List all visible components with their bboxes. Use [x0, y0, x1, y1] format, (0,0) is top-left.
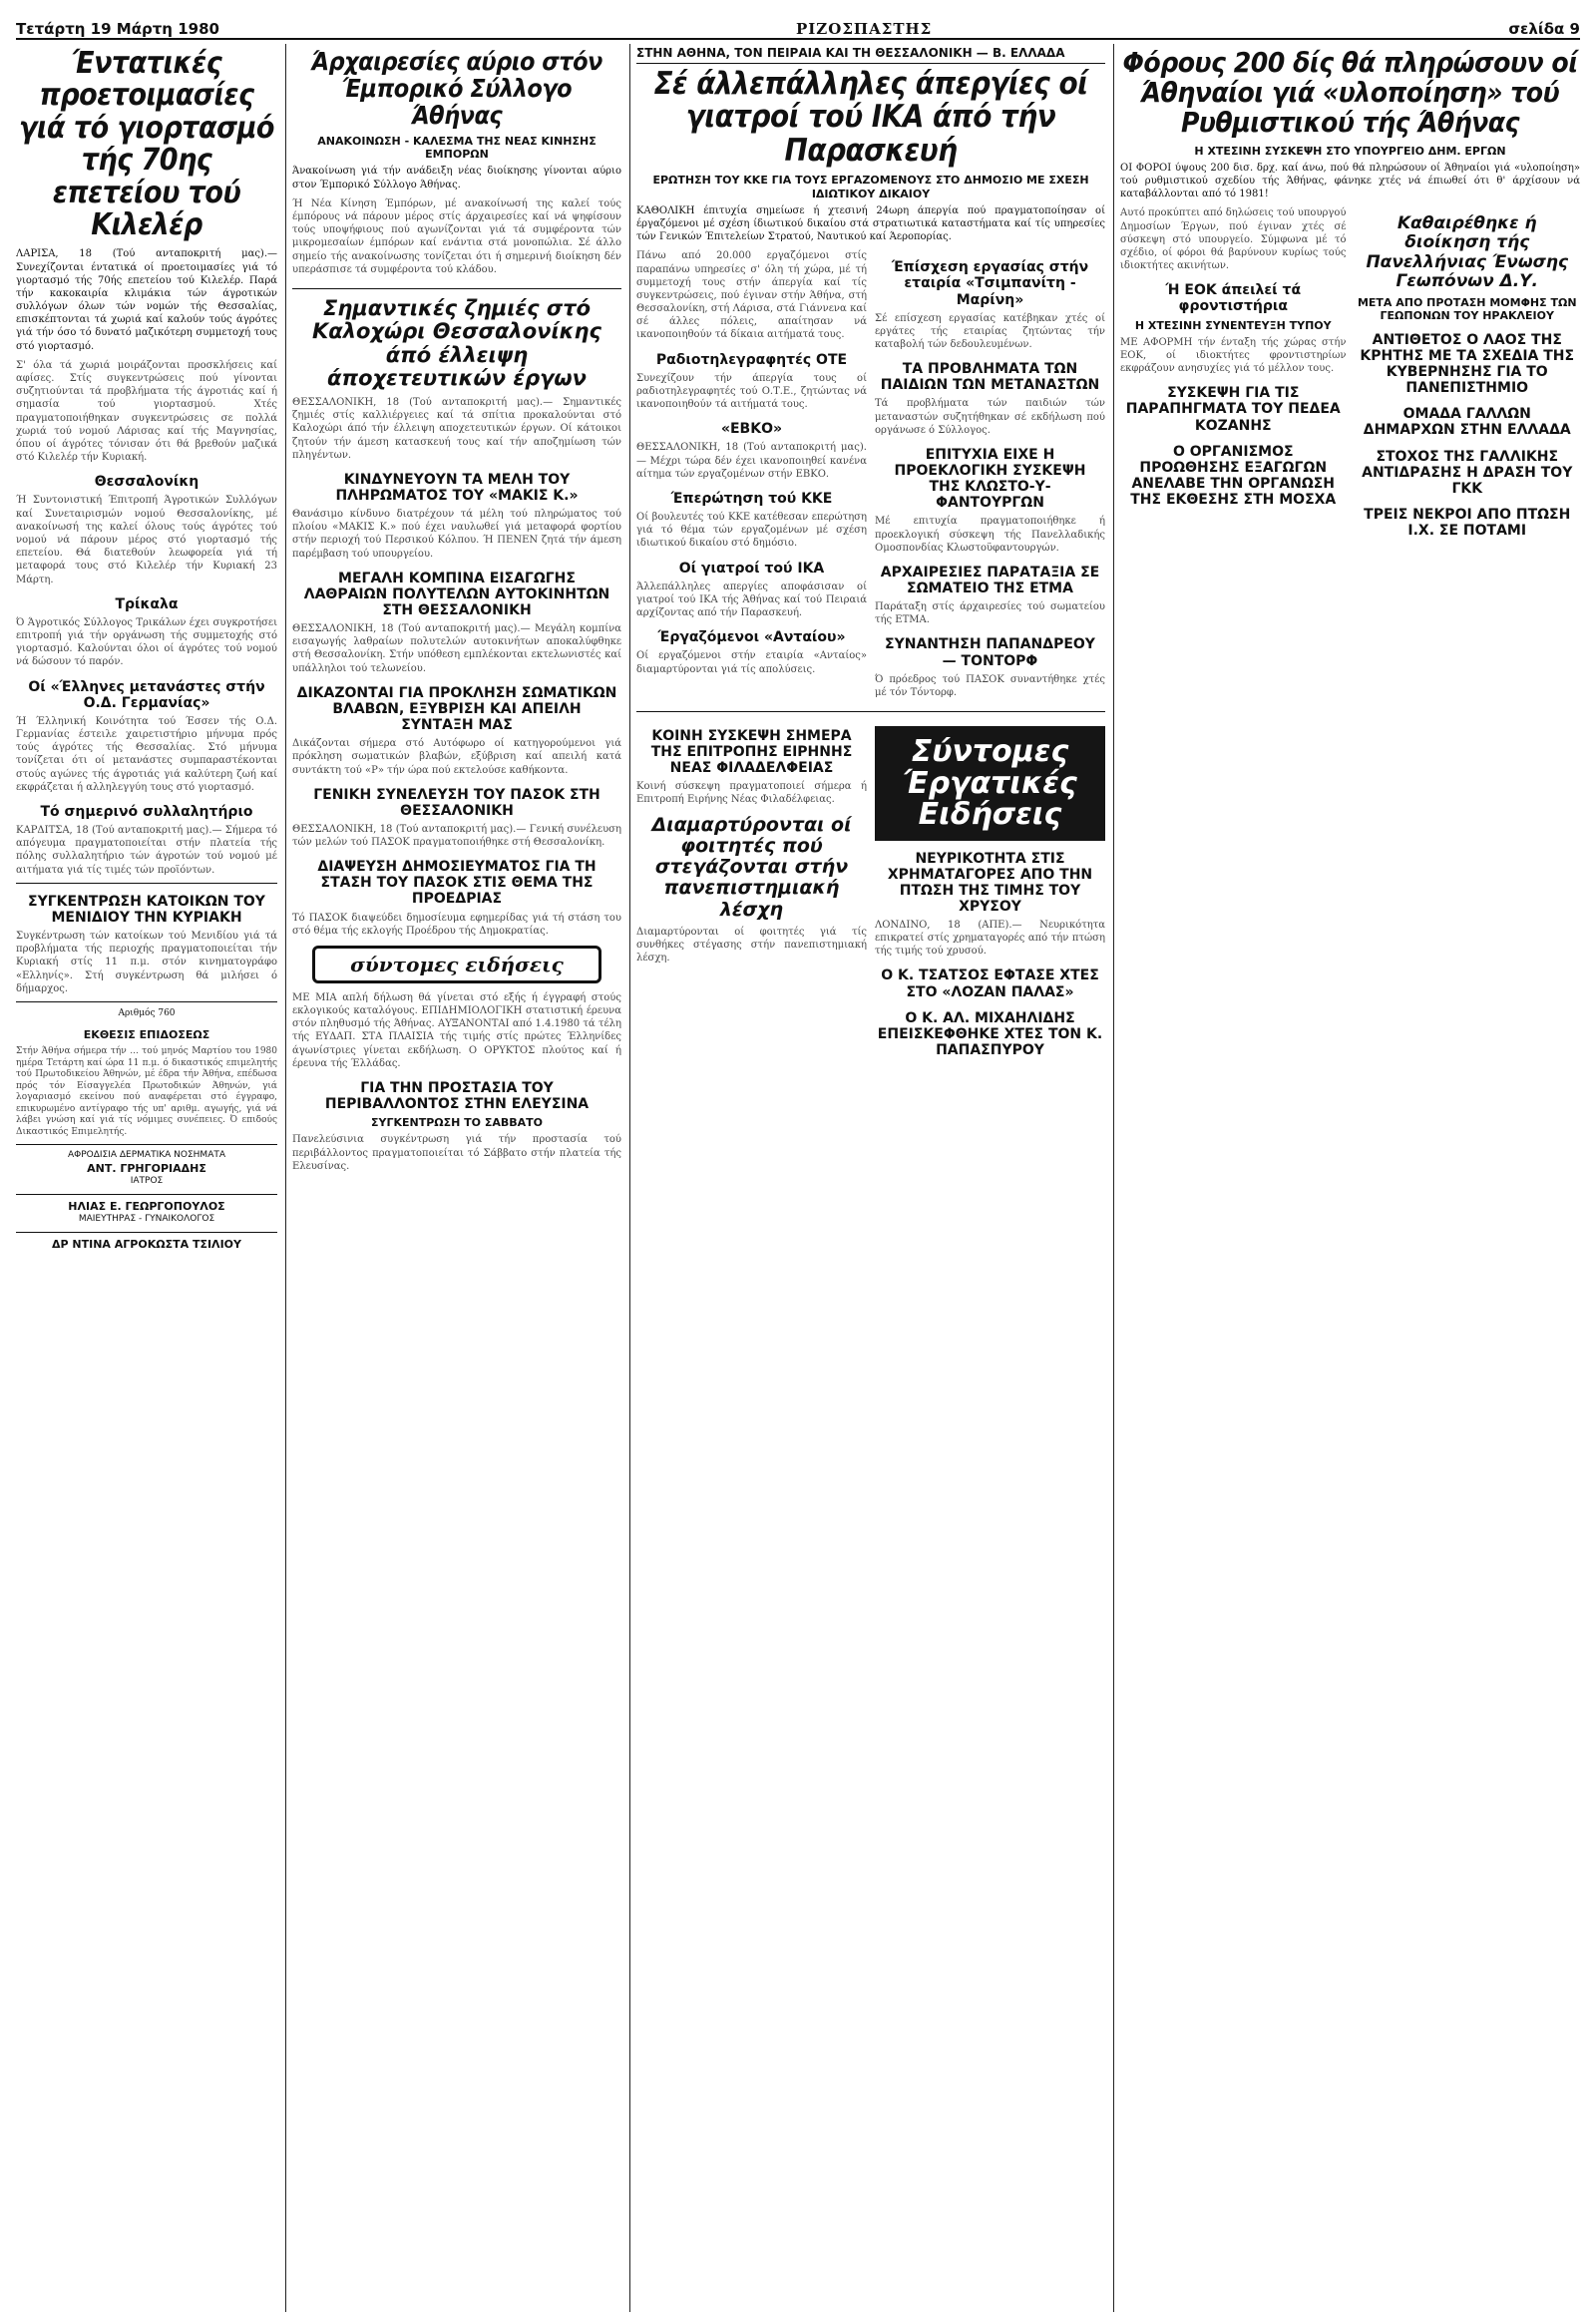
subheadline-geoponoi: ΜΕΤΑ ΑΠΟ ΠΡΟΤΑΣΗ ΜΟΜΦΗΣ ΤΩΝ ΓΕΩΠΟΝΩΝ ΤΟΥ ΗΡΑΚΛΕΙΟΥ [1357, 295, 1577, 322]
ad-title: ΑΦΡΟΔΙΣΙΑ ΔΕΡΜΑΤΙΚΑ ΝΟΣΗΜΑΤΑ [67, 1150, 226, 1161]
article-body: Ή Νέα Κίνηση Έμπόρων, μέ ανακοίνωσή της καλεί τούς έμπόρους νά πάρουν μέρος στίς άρχαιρεσίες καί νά ψηφίσουν τούς υποψήφιους πού αγωνίζονται γιά τά συμφέροντα τών μικρομεσαίων έμπόρων καί ενάντια στά μονοπώλια. Σέ άλλο σημείο τής ανακοίνωσης τονίζεται ότι ή σημερινή διοίκηση δέν υπεράσπισε τά συμφέροντα τού κλάδου. [292, 197, 621, 275]
headline-peace-committee: ΚΟΙΝΗ ΣΥΣΚΕΨΗ ΣΗΜΕΡΑ ΤΗΣ ΕΠΙΤΡΟΠΗΣ ΕΙΡΗΝΗΣ ΝΕΑΣ ΦΙΛΑΔΕΛΦΕΙΑΣ [650, 728, 853, 777]
headline-elections: Άρχαιρεσίες αύριο στόν Έμπορικό Σύλλογο Άθήνας [311, 47, 602, 130]
headline-vocational: ΕΠΙΤΥΧΙΑ ΕΙΧΕ Η ΠΡΟΕΚΛΟΓΙΚΗ ΣΥΣΚΕΨΗ ΤΗΣ ΚΛΩΣΤΟ-Υ-ΦΑΝΤΟΥΡΓΩΝ [894, 446, 1086, 512]
subheadline-elefsina: ΣΥΓΚΕΝΤΡΩΣΗ ΤΟ ΣΑΒΒΑΤΟ [370, 1116, 544, 1130]
ad-name: ΔΡ ΝΤΙΝΑ ΑΓΡΟΚΩΣΤΑ ΤΣΙΛΙΟΥ [52, 1237, 241, 1251]
ad-subtitle: ΜΑΙΕΥΤΗΡΑΣ - ΓΥΝΑΙΚΟΛΟΓΟΣ [78, 1214, 215, 1225]
subheadline-ika: ΕΡΩΤΗΣΗ ΤΟΥ ΚΚΕ ΓΙΑ ΤΟΥΣ ΕΡΓΑΖΟΜΕΝΟΥΣ ΣΤΟ ΔΗΜΟΣΙΟ ΜΕ ΣΧΕΣΗ ΙΔΙΩΤΙΚΟΥ ΔΙΚΑΙΟΥ [652, 174, 1089, 200]
page-number: σελίδα 9 [1508, 20, 1580, 38]
headline-kozani: ΣΥΣΚΕΨΗ ΓΙΑ ΤΙΣ ΠΑΡΑΠΗΓΜΑΤΑ ΤΟΥ ΠΕΔΕΑ ΚΟΖΑΝΗΣ [1125, 385, 1341, 434]
article-body: ΜΕ ΜΙΑ απλή δήλωση θά γίνεται στό εξής ή έγγραφή στούς εκλογικούς καταλόγους. ΕΠΙΔΗΜΙΟΛΟΓΙΚΗ στατιστική έρευνα στόν πληθυσμό τής Άθήνας. ΑΥΞΑΝΟΝΤΑΙ από 1.4.1980 τά τέλη τής ΕΥΔΑΠ. ΣΤΑ ΠΛΑΙΣΙΑ τής τιμής στίς πρώτες Έλληνίδες άγωνίστριες γίνεται εκδήλωση. Ο ΟΡΥΚΤΟΣ πλούτος καί ή έρευνα τής Έλλάδας. [292, 991, 621, 1069]
subhead-ote: Ραδιοτηλεγραφητές ΟΤΕ [655, 351, 848, 368]
headline-etma: ΑΡΧΑΙΡΕΣΙΕΣ ΠΑΡΑΤΑΞΙΑ ΣΕ ΣΩΜΑΤΕΙΟ ΤΗΣ ΕΤΜΑ [880, 564, 1100, 596]
article-body: ΚΑΡΔΙΤΣΑ, 18 (Τού ανταποκριτή μας).— Σήμερα τό απόγευμα πραγματοποιείται στήν πλατεία τής πόλης συλλαλητήριο τών άγροτών τού νομού μέ αιτήματα γιά τίς τιμές τών προϊόντων. [16, 825, 277, 876]
article-lead: Άνακοίνωση γιά τήν ανάδειξη νέας διοίκησης γίνονται αύριο στον Έμπορικό Σύλλογο Άθήνας. [292, 166, 621, 191]
article-body: Ή Συντονιστική Έπιτροπή Άγροτικών Συλλόγων καί Συνεταιρισμών νομού Θεσσαλονίκης, μέ ανακοίνωσή της καλεί όλους τούς άγρότες τού νομού νά πάρουν μέρος στό γιορτασμό τής επετείου. Θά διατεθούν λεωφορεία γιά τή μεταφορά τους στό Κιλελέρ τήν Κυριακή 23 Μάρτη. [16, 495, 277, 585]
article-body: Σέ επίσχεση εργασίας κατέβηκαν χτές οί εργάτες τής εταιρίας ζητώντας τήν καταβολή τών δεδουλευμένων. [875, 312, 1105, 350]
article-body: Ό πρόεδρος τού ΠΑΣΟΚ συναντήθηκε χτές μέ τόν Τόντορφ. [875, 673, 1105, 698]
article-body: Θανάσιμο κίνδυνο διατρέχουν τά μέλη τού πληρώματος τού πλοίου «ΜΑΚΙΣ Κ.» πού έχει ναυλωθεί γιά μεταφορά φορτίου στήν περιοχή τού Περσικού Κόλπου. Ή ΠΕΝΕΝ ζητά τήν άμεση παρέμβαση τού υπουργείου. [292, 509, 621, 560]
headline-tutoring: Ή ΕΟΚ άπειλεί τά φροντιστήρια [1165, 282, 1302, 315]
classified-ad-3 [16, 1232, 277, 1252]
article-body: ΘΕΣΣΑΛΟΝΙΚΗ, 18 (Τού ανταποκριτή μας).— Σημαντικές ζημιές στίς καλλιέργειες καί τά σπίτια προκαλούνται στό Καλοχώρι άπό τήν έλλειψη αποχετευτικών έργων. Οί κάτοικοι ζητούν τήν άμεση κατασκευή τους καί τήν αποζημίωση τών πληγέντων. [292, 396, 621, 461]
column-3 [629, 44, 1105, 2312]
classified-ad-1 [16, 1144, 277, 1188]
headline-migrant-children: ΤΑ ΠΡΟΒΛΗΜΑΤΑ ΤΩΝ ΠΑΙΔΙΩΝ ΤΩΝ ΜΕΤΑΝΑΣΤΩΝ [880, 361, 1100, 394]
subheadline-tutoring: Η ΧΤΕΣΙΝΗ ΣΥΝΕΝΤΕΥΞΗ ΤΥΠΟΥ [1134, 318, 1332, 332]
ad-name: ΗΛΙΑΣ Ε. ΓΕΩΡΓΟΠΟΥΛΟΣ [68, 1199, 225, 1213]
article-body: ΜΕ ΑΦΟΡΜΗ τήν ένταξη τής χώρας στήν ΕΟΚ, οί ιδιοκτήτες φροντιστηρίων εκφράζουν ανησυχίες γιά τό μέλλον τους. [1120, 336, 1347, 375]
headline-geoponoi: Καθαιρέθηκε ή διοίκηση τής Πανελλήνιας Ένωσης Γεωπόνων Δ.Υ. [1366, 213, 1569, 291]
headline-michailidis: Ο Κ. ΑΛ. ΜΙΧΑΗΛΙΔΗΣ ΕΠΕΙΣΚΕΦΘΗΚΕ ΧΤΕΣ ΤΟΝ Κ. ΠΑΠΑΣΠΥΡΟΥ [877, 1009, 1103, 1058]
article-body: ΛΟΝΔΙΝΟ, 18 (ΑΠΕ).— Νευρικότητα επικρατεί στίς χρηματαγορές από τήν πτώση τής τιμής τού χρυσού. [875, 919, 1105, 958]
article-lead: ΛΑΡΙΣΑ, 18 (Τού ανταποκριτή μας).— Συνεχίζονται έντατικά οί προετοιμασίες γιά τό γιορτασμό τής 70ής επετείου τού Κιλελέρ. Παρά τήν κακοκαιρία κλιμάκια τών άγροτικών συλλόγων όλων τών νομών τής Θεσσαλίας, επισκέπτονται τά χωριά καί καλούν τούς άγρότες γιά τήν όσο τό δυνατό μαζικότερη συμμετοχή τους στό γιορτασμό. [16, 248, 277, 352]
article-body: Παράταξη στίς άρχαιρεσίες τού σωματείου τής ΕΤΜΑ. [875, 601, 1105, 626]
subhead-rally: Τό σημερινό συλλαλητήριο [40, 803, 253, 820]
column-1 [16, 44, 277, 2312]
article-lead: ΚΑΘΟΛΙΚΗ έπιτυχία σημείωσε ή χτεσινή 24ωρη άπεργία πού πραγματοποίησαν οί έργαζόμενοι μέ σχέση ίδιωτικού δικαίου στά στρατιωτικά καταστήματα καί τίς υπηρεσίες τών Γενικών Έπιτελείων Στρατού, Ναυτικού καί Άεροπορίας. [636, 204, 1105, 243]
article-body: ΘΕΣΣΑΛΟΝΙΚΗ, 18 (Τού ανταποκριτή μας).— Μέχρι τώρα δέν έχει ικανοποιηθεί κανένα αίτημα τών εργαζομένων στήν ΕΒΚΟ. [636, 442, 867, 480]
article-body: Δικάζονται σήμερα στό Αυτόφωρο οί κατηγορούμενοι γιά πρόκληση σωματικών βλαβών, εξύβριση καί απειλή κατά συντάκτη τού «Ρ» τήν ώρα πού εκτελούσε καθήκοντα. [292, 738, 621, 776]
article-body: Συγκέντρωση τών κατοίκων τού Μενιδίου γιά τά προβλήματα τής περιοχής πραγματοποιείται τήν Κυριακή στίς 11 π.μ. στόν κινηματογράφο «Ελληνίς». Στή συγκέντρωση θά μιλήσει ό δήμαρχος. [16, 930, 277, 994]
headline-trial: ΔΙΚΑΖΟΝΤΑΙ ΓΙΑ ΠΡΟΚΛΗΣΗ ΣΩΜΑΤΙΚΩΝ ΒΛΑΒΩΝ, ΕΞΥΒΡΙΣΗ ΚΑΙ ΑΠΕΙΛΗ ΣΥΝΤΑΞΗ ΜΑΣ [296, 684, 617, 734]
headline-students: Διαμαρτύρονται οί φοιτητές πού στεγάζονται στήν πανεπιστημιακή λέσχη [651, 813, 852, 921]
headline-pasok-assembly: ΓΕΝΙΚΗ ΣΥΝΕΛΕΥΣΗ ΤΟΥ ΠΑΣΟΚ ΣΤΗ ΘΕΣΣΑΛΟΝΙΚΗ [313, 786, 600, 819]
column-2 [285, 44, 621, 2312]
article-body: Τά προβλήματα τών παιδιών τών μεταναστών συζητήθηκαν σέ εκδήλωση πού οργάνωσε ό Σύλλογος. [875, 398, 1105, 436]
article-body: Ό Άγροτικός Σύλλογος Τρικάλων έχει συγκροτήσει επιτροπή γιά τήν οργάνωση τής συμμετοχής στό γιορτασμό. Καλούνται όλοι οί άγρότες τού νομού νά δώσουν τό παρόν. [16, 616, 277, 668]
article-body: Πάνω από 20.000 εργαζόμενοι στίς παραπάνω υπηρεσίες σ' όλη τή χώρα, μέ τή συμμετοχή τους στήν άπεργία καί τίς συγκεντρώσεις, πού έγιναν στήν Άθήνα, στή Θεσσαλονίκη, στή Λάρισα, στά Γιάννενα καί σέ άλλες πόλεις, απαίτησαν νά ικανοποιηθούν τά δίκαια αιτήματά τους. [636, 250, 867, 341]
subheadline-taxes: Η ΧΤΕΣΙΝΗ ΣΥΣΚΕΨΗ ΣΤΟ ΥΠΟΥΡΓΕΙΟ ΔΗΜ. ΕΡΓΩΝ [1194, 144, 1506, 158]
subhead-work-stoppage: Έπίσχεση εργασίας στήν εταιρία «Τσιμπανίτη - Μαρίνη» [891, 259, 1089, 308]
headline-mayors: ΟΜΑΔΑ ΓΑΛΛΩΝ ΔΗΜΑΡΧΩΝ ΣΤΗΝ ΕΛΛΑΔΑ [1363, 406, 1571, 439]
headline-taxes: Φόρους 200 δίς θά πληρώσουν οί Άθηναίοι γιά «υλοποίηση» τού Ρυθμιστικού τής Άθήνας [1122, 46, 1578, 140]
headline-gkk: ΣΤΟΧΟΣ ΤΗΣ ΓΑΛΛΙΚΗΣ ΑΝΤΙΔΡΑΣΗΣ Η ΔΡΑΣΗ ΤΟΥ ΓΚΚ [1362, 448, 1573, 497]
article-body: Σ' όλα τά χωριά μοιράζονται προσκλήσεις καί αφίσες. Στίς συγκεντρώσεις πού γίνονται συζητιούνται τά προβλήματα τής άγροτιάς καί ή σημασία τού γιορτασμού. Χτές πραγματοποιήθηκαν συγκεντρώσεις σε πολλά χωριά τού νομού Λάρισας καί τής Μαγνησίας, όπου οί άγρότες τόνισαν ότι θά βρεθούν μαζικά στό Κιλελέρ τήν Κυριακή. [16, 359, 277, 464]
notice-body: Στήν Άθήνα σήμερα τήν ... τού μηνός Μαρτίου του 1980 ημέρα Τετάρτη καί ώρα 11 π.μ. ό δικαστικός επιμελητής τού Πρωτοδικείου Άθηνών, μέ έδρα τήν Άθήνα, επέδωσα πρός τόν Είσαγγελέα Πρωτοδικών Άθηνών, γιά λογαριασμό εκείνου πού αναφέρεται στό έγγραφο, επικυρωμένο αντίγραφο τής υπ' αριθμ. αγωγής, γιά νά λάβει γνώση καί γιά τίς νόμιμες συνέπειες. Ό επιδούς Δικαστικός Επιμελητής. [16, 1046, 277, 1137]
article-body: Ή Έλληνική Κοινότητα τού Έσσεν τής Ο.Δ. Γερμανίας έστειλε χαιρετιστήριο μήνυμα πρός τούς άγρότες τής Θεσσαλίας. Στό μήνυμα τονίζεται ότι οί μετανάστες συμπαραστέκονται στούς αγώνες τής άγροτιάς γιά καλύτερη ζωή καί εκφράζεται ή αλληλεγγύη τους στό γιορτασμό. [16, 715, 277, 793]
headline-elefsina: ΓΙΑ ΤΗΝ ΠΡΟΣΤΑΣΙΑ ΤΟΥ ΠΕΡΙΒΑΛΛΟΝΤΟΣ ΣΤΗΝ ΕΛΕΥΣΙΝΑ [324, 1080, 590, 1113]
newspaper-name: ΡΙΖΟΣΠΑΣΤΗΣ [796, 20, 933, 38]
article-body: ΘΕΣΣΑΛΟΝΙΚΗ, 18 (Τού ανταποκριτή μας).— Γενική συνέλευση τών μελών τού ΠΑΣΟΚ πραγματοποιήθηκε στή Θεσσαλονίκη. [292, 823, 621, 849]
article-body: Άλλεπάλληλες απεργίες αποφάσισαν οί γιατροί τού ΙΚΑ τής Άθήνας καί τού Πειραιά αρχίζοντας από τήν Παρασκευή. [636, 580, 867, 619]
headline-tsatsos: Ο Κ. ΤΣΑΤΣΟΣ ΕΦΤΑΣΕ ΧΤΕΣ ΣΤΟ «ΛΟΖΑΝ ΠΑΛΑΣ» [881, 967, 1099, 1000]
subhead-evko: «ΕΒΚΟ» [720, 421, 783, 438]
columns [16, 44, 1580, 2312]
article-body: Μέ επιτυχία πραγματοποιήθηκε ή προεκλογική σύσκεψη τής Πανελλαδικής Ομοσπονδίας Κλωστοϋφαντουργών. [875, 516, 1105, 554]
headline-menidi: ΣΥΓΚΕΝΤΡΩΣΗ ΚΑΤΟΙΚΩΝ ΤΟΥ ΜΕΝΙΔΙΟΥ ΤΗΝ ΚΥΡΙΑΚΗ [28, 893, 265, 926]
masthead [16, 14, 1580, 40]
headline-crete: ΑΝΤΙΘΕΤΟΣ Ο ΛΑΟΣ ΤΗΣ ΚΡΗΤΗΣ ΜΕ ΤΑ ΣΧΕΔΙΑ ΤΗΣ ΚΥΒΕΡΝΗΣΗΣ ΓΙΑ ΤΟ ΠΑΝΕΠΙΣΤΗΜΙΟ [1360, 331, 1575, 397]
subhead-kke-question: Έπερώτηση τού ΚΚΕ [670, 490, 833, 507]
article-body: Αυτό προκύπτει από δηλώσεις τού υπουργού Δημοσίων Έργων, πού έγιναν χτές σέ σύσκεψη στό υπουργείο. Σύμφωνα μέ τό σχέδιο, οί φόροι θά βαρύνουν κυρίως τούς ιδιοκτήτες ακινήτων. [1120, 207, 1347, 272]
issue-date: Τετάρτη 19 Μάρτη 1980 [16, 20, 219, 38]
subhead-antaios: Έργαζόμενοι «Ανταίου» [657, 629, 846, 646]
headline-gold: ΝΕΥΡΙΚΟΤΗΤΑ ΣΤΙΣ ΧΡΗΜΑΤΑΓΟΡΕΣ ΑΠΟ ΤΗΝ ΠΤΩΣΗ ΤΗΣ ΤΙΜΗΣ ΤΟΥ ΧΡΥΣΟΥ [887, 850, 1093, 915]
headline-pasok-denial: ΔΙΑΨΕΥΣΗ ΔΗΜΟΣΙΕΥΜΑΤΟΣ ΓΙΑ ΤΗ ΣΤΑΣΗ ΤΟΥ ΠΑΣΟΚ ΣΤΙΣ ΘΕΜΑ ΤΗΣ ΠΡΟΕΔΡΙΑΣ [317, 859, 597, 908]
article-body: ΘΕΣΣΑΛΟΝΙΚΗ, 18 (Τού ανταποκριτή μας).— Μεγάλη κομπίνα εισαγωγής λαθραίων πολυτελών αυτοκινήτων αποκαλύφθηκε στή Θεσσαλονίκη. Στήν υπόθεση εμπλέκονται εκτελωνιστές καί υπάλληλοι τού τελωνείου. [292, 623, 621, 674]
headline-cars: ΜΕΓΑΛΗ ΚΟΜΠΙΝΑ ΕΙΣΑΓΩΓΗΣ ΛΑΘΡΑΙΩΝ ΠΟΛΥΤΕΛΩΝ ΑΥΤΟΚΙΝΗΤΩΝ ΣΤΗ ΘΕΣΣΑΛΟΝΙΚΗ [303, 570, 610, 618]
subhead-trikala: Τρίκαλα [115, 595, 179, 612]
classified-ad-2 [16, 1194, 277, 1226]
headline-ika-strikes: Σέ άλλεπάλληλες άπεργίες οί γιατροί τού ΙΚΑ άπό τήν Παρασκευή [653, 66, 1088, 169]
headline-river: ΤΡΕΙΣ ΝΕΚΡΟΙ ΑΠΟ ΠΤΩΣΗ Ι.Χ. ΣΕ ΠΟΤΑΜΙ [1364, 506, 1571, 539]
article-body: Τό ΠΑΣΟΚ διαψεύδει δημοσίευμα εφημερίδας γιά τή στάση του στό θέμα τής εκλογής Προέδρου τής Δημοκρατίας. [292, 912, 621, 937]
labor-news-box: Σύντομες Έργατικές Ειδήσεις [875, 726, 1105, 841]
article-body: Διαμαρτύρονται οί φοιτητές γιά τίς συνθήκες στέγασης στήν πανεπιστημιακή λέσχη. [636, 926, 867, 965]
subhead-thessaloniki: Θεσσαλονίκη [94, 474, 200, 491]
article-body: Πανελεύσινια συγκέντρωση γιά τήν προστασία τού περιβάλλοντος πραγματοποιείται τό Σάββατο στήν πλατεία τής Ελευσίνας. [292, 1134, 621, 1172]
article-lead: ΟΙ ΦΟΡΟΙ ύψους 200 δισ. δρχ. καί άνω, πού θά πληρώσουν οί Άθηναίοι γιά «υλοποίηση» τού ρυθμιστικού σχεδίου τής Άθήνας, φάνηκε χτές νά έπιωθεί ότι θ' άρχίσουν νά καταβάλλονται από τό 1981! [1120, 162, 1580, 200]
article-body: Συνεχίζουν τήν άπεργία τους οί ραδιοτηλεγραφητές τού Ο.Τ.Ε., ζητώντας νά ικανοποιηθούν τά αιτήματά τους. [636, 372, 867, 411]
subheadline-elections: ΑΝΑΚΟΙΝΩΣΗ - ΚΑΛΕΣΜΑ ΤΗΣ ΝΕΑΣ ΚΙΝΗΣΗΣ ΕΜΠΟΡΩΝ [317, 135, 597, 162]
headline-papandreou: ΣΥΝΑΝΤΗΣΗ ΠΑΠΑΝΔΡΕΟΥ — ΤΟΝΤΟΡΦ [885, 636, 1095, 669]
headline-export: Ο ΟΡΓΑΝΙΣΜΟΣ ΠΡΟΩΘΗΣΗΣ ΕΞΑΓΩΓΩΝ ΑΝΕΛΑΒΕ ΤΗΝ ΟΡΓΑΝΩΣΗ ΤΗΣ ΕΚΘΕΣΗΣ ΣΤΗ ΜΟΣΧΑ [1130, 443, 1337, 508]
section-banner: ΣΤΗΝ ΑΘΗΝΑ, ΤΟΝ ΠΕΙΡΑΙΑ ΚΑΙ ΤΗ ΘΕΣΣΑΛΟΝΙΚΗ — Β. ΕΛΛΑΔΑ [636, 44, 1105, 64]
headline-kileler: Έντατικές προετοιμασίες γιά τό γιορτασμό τής 70ης επετείου τού Κιλελέρ [19, 46, 274, 242]
subhead-ika-doctors: Οί γιατροί τού ΙΚΑ [678, 560, 825, 577]
article-body: Κοινή σύσκεψη πραγματοποιεί σήμερα ή Επιτροπή Ειρήνης Νέας Φιλαδέλφειας. [636, 781, 867, 806]
subhead-emigrants: Οί «Έλληνες μετανάστες στήν Ο.Δ. Γερμανίας» [28, 678, 265, 711]
headline-makis: ΚΙΝΔΥΝΕΥΟΥΝ ΤΑ ΜΕΛΗ ΤΟΥ ΠΛΗΡΩΜΑΤΟΣ ΤΟΥ «ΜΑΚΙΣ Κ.» [335, 471, 579, 504]
ad-name: ΑΝΤ. ΓΡΗΓΟΡΙΑΔΗΣ [87, 1161, 206, 1175]
ad-subtitle: ΙΑΤΡΟΣ [130, 1176, 164, 1187]
notice-title: ΕΚΘΕΣΙΣ ΕΠΙΔΟΣΕΩΣ [83, 1028, 210, 1042]
short-news-box: σύντομες ειδήσεις [312, 946, 601, 983]
headline-kalochori: Σημαντικές ζημιές στό Καλοχώρι Θεσσαλονίκης άπό έλλειψη άποχετευτικών έργων [312, 295, 601, 391]
notice-number: Αριθμός 760 [118, 1007, 176, 1018]
article-body: Οί βουλευτές τού ΚΚΕ κατέθεσαν επερώτηση γιά τό θέμα τών εργαζομένων μέ σχέση ιδιωτικού δικαίου στό δημόσιο. [636, 512, 867, 550]
article-body: Οί εργαζόμενοι στήν εταιρία «Ανταίος» διαμαρτύρονται γιά τίς απολύσεις. [636, 650, 867, 675]
column-4 [1113, 44, 1580, 2312]
